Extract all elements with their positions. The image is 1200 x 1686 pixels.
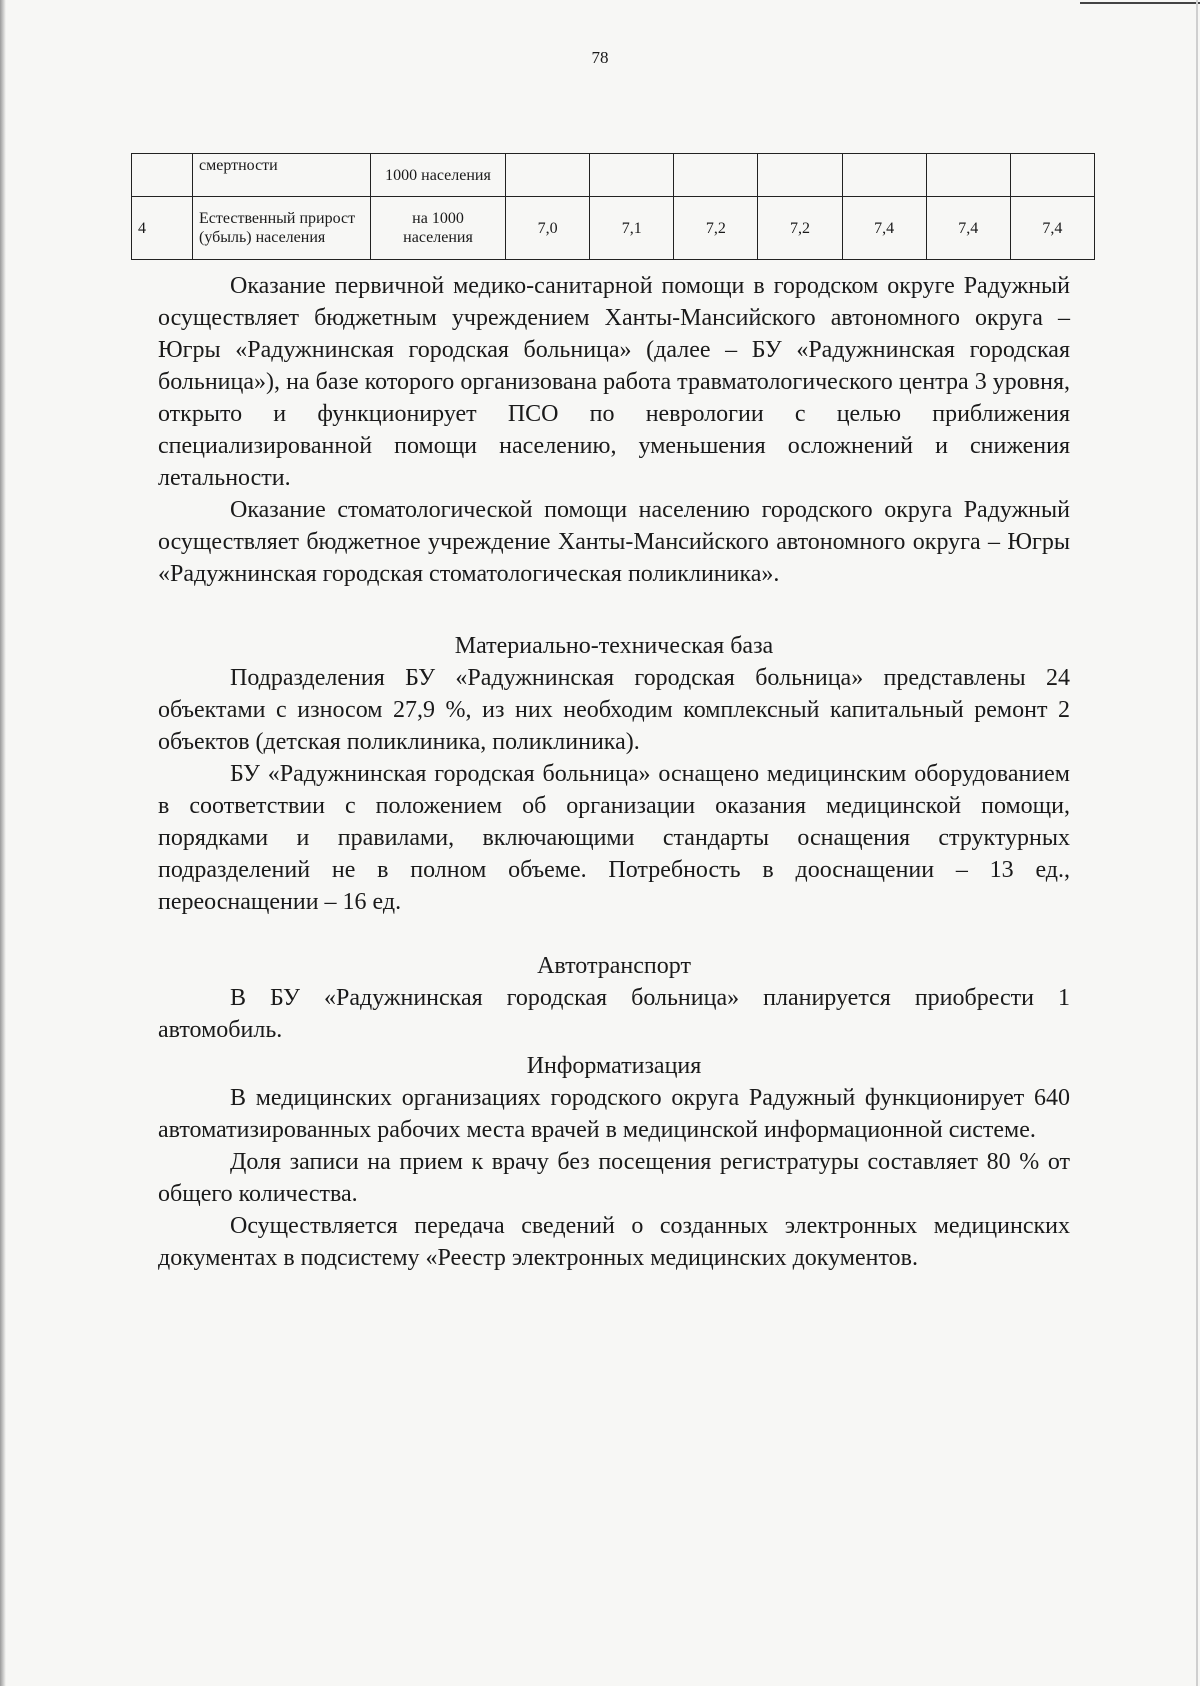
indicator-name: смертности xyxy=(193,154,371,197)
value-cell xyxy=(758,154,842,197)
paragraph-record-transfer: Осуществляется передача сведений о созданных электронных медицинских документах в подсистему «Реестр электронных медицинских документов. xyxy=(158,1213,1070,1271)
table-row xyxy=(132,197,1095,260)
value-cell: 7,2 xyxy=(674,197,758,260)
paragraph-primary-care: Оказание первичной медико-санитарной помощи в городском округе Радужный осуществляет бюджетным учреждением Ханты-Мансийского автономного округа – Югры «Радужнинская городская больница» (далее – БУ «Радужнинская городская больница»), на базе которого организована работа травматологического центра 3 уровня, открыто и функционирует ПСО по неврологии с целью приближения специализированной помощи населению, уменьшения осложнений и снижения летальности. xyxy=(158,273,1070,491)
scan-edge xyxy=(0,0,6,1686)
heading-informatization: Информатизация xyxy=(526,1053,702,1079)
table-row xyxy=(132,154,1095,197)
paragraph-workstations: В медицинских организациях городского округа Радужный функционирует 640 автоматизированных рабочих места врачей в медицинской информационной системе. xyxy=(158,1085,1070,1143)
value-cell xyxy=(674,154,758,197)
statistics-table xyxy=(131,153,1095,260)
value-cell xyxy=(1010,154,1094,197)
value-cell: 7,4 xyxy=(1010,197,1094,260)
value-cell: 7,1 xyxy=(590,197,674,260)
value-cell xyxy=(590,154,674,197)
heading-material-base: Материально-техническая база xyxy=(454,633,774,659)
value-cell: 7,4 xyxy=(926,197,1010,260)
paragraph-dental-care: Оказание стоматологической помощи населению городского округа Радужный осуществляет бюджетное учреждение Ханты-Мансийского автономного округа – Югры «Радужнинская городская стоматологическая поликлиника». xyxy=(158,497,1070,587)
paragraph-equipment: БУ «Радужнинская городская больница» оснащено медицинским оборудованием в соответствии с положением об организации оказания медицинской помощи, порядками и правилами, включающими стандарты оснащения структурных подразделений не в полном объеме. Потребность в дооснащении – 13 ед., переоснащении – 16 ед. xyxy=(158,761,1070,915)
value-cell xyxy=(842,154,926,197)
indicator-name: Естественный прирост (убыль) населения xyxy=(193,197,371,260)
value-cell: 7,2 xyxy=(758,197,842,260)
value-cell: 7,0 xyxy=(506,197,590,260)
indicator-unit: на 1000 населения xyxy=(371,197,506,260)
paragraph-online-booking: Доля записи на прием к врачу без посещения регистратуры составляет 80 % от общего количества. xyxy=(158,1149,1070,1207)
document-body xyxy=(158,270,1070,1274)
paragraph-facilities: Подразделения БУ «Радужнинская городская больница» представлены 24 объектами с износом 27,9 %, из них необходим комплексный капитальный ремонт 2 объектов (детская поликлиника, поликлиника). xyxy=(158,665,1070,755)
value-cell xyxy=(926,154,1010,197)
row-index xyxy=(132,154,193,197)
heading-transport: Автотранспорт xyxy=(537,953,691,979)
scan-right-line xyxy=(1196,0,1198,1686)
indicator-unit: 1000 населения xyxy=(371,154,506,197)
paragraph-vehicle: В БУ «Радужнинская городская больница» планируется приобрести 1 автомобиль. xyxy=(158,985,1070,1043)
page-number: 78 xyxy=(591,48,609,67)
scan-top-line xyxy=(1080,2,1200,4)
value-cell xyxy=(506,154,590,197)
row-index: 4 xyxy=(132,197,193,260)
value-cell: 7,4 xyxy=(842,197,926,260)
